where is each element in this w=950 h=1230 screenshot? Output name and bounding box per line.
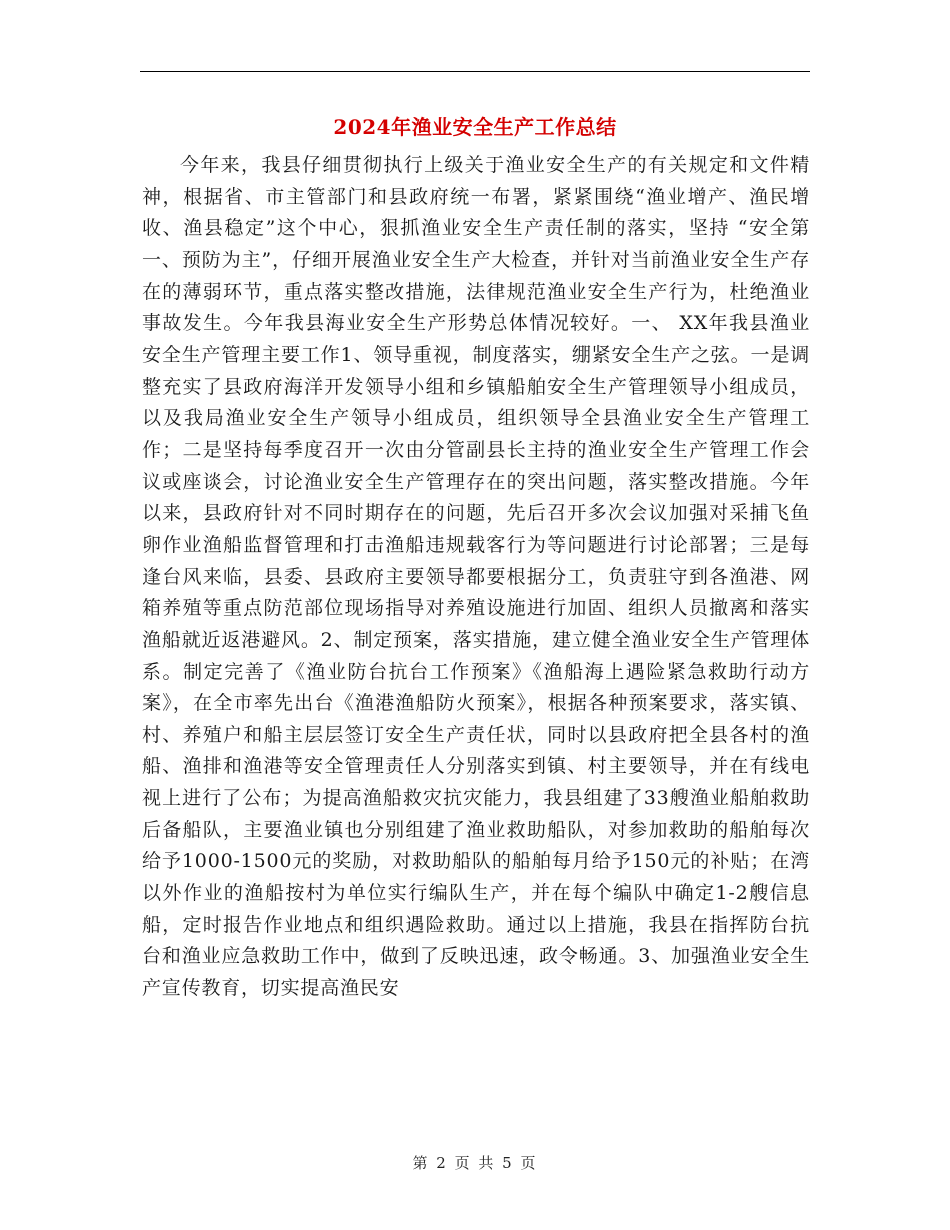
page-number: 第 2 页 共 5 页 (412, 1154, 538, 1172)
document-title: 2024年渔业安全生产工作总结 (333, 115, 617, 139)
document-body: 今年来，我县仔细贯彻执行上级关于渔业安全生产的有关规定和文件精神，根据省、市主管部门和县政府统一布署，紧紧围绕“渔业增产、渔民增收、渔县稳定”这个中心，狠抓渔业安全生产责任制的落实，坚持 “安全第一、预防为主”，仔细开展渔业安全生产大检查，并针对当前渔业安全生产存在的薄弱环节，重点落实整改措施，法律规范渔业安全生产行为，杜绝渔业事故发生。今年我县海业安全生产形势总体情况较好。一、 XX年我县渔业安全生产管理主要工作1、领导重视，制度落实，绷紧安全生产之弦。一是调整充实了县政府海洋开发领导小组和乡镇船舶安全生产管理领导小组成员，以及我局渔业安全生产领导小组成员，组织领导全县渔业安全生产管理工作；二是坚持每季度召开一次由分管副县长主持的渔业安全生产管理工作会议或座谈会，讨论渔业安全生产管理存在的突出问题，落实整改措施。今年以来，县政府针对不同时期存在的问题，先后召开多次会议加强对采捕飞鱼卵作业渔船监督管理和打击渔船违规载客行为等问题进行讨论部署；三是每逢台风来临，县委、县政府主要领导都要根据分工，负责驻守到各渔港、网箱养殖等重点防范部位现场指导对养殖设施进行加固、组织人员撤离和落实渔船就近返港避风。2、制定预案，落实措施，建立健全渔业安全生产管理体系。制定完善了《渔业防台抗台工作预案》《渔船海上遇险紧急救助行动方案》，在全市率先出台《渔港渔船防火预案》，根据各种预案要求，落实镇、村、养殖户和船主层层签订安全生产责任状，同时以县政府把全县各村的渔船、渔排和渔港等安全管理责任人分别落实到镇、村主要领导，并在有线电视上进行了公布；为提高渔船救灾抗灾能力，我县组建了33艘渔业船舶救助后备船队，主要渔业镇也分别组建了渔业救助船队，对参加救助的船舶每次给予1000-1500元的奖励，对救助船队的船舶每月给予150元的补贴；在湾以外作业的渔船按村为单位实行编队生产，并在每个编队中确定1-2艘信息船，定时报告作业地点和组织遇险救助。通过以上措施，我县在指挥防台抗台和渔业应急救助工作中，做到了反映迅速，政令畅通。3、加强渔业安全生产宣传教育，切实提高渔民安 (142, 154, 810, 1000)
header-rule (140, 71, 810, 72)
